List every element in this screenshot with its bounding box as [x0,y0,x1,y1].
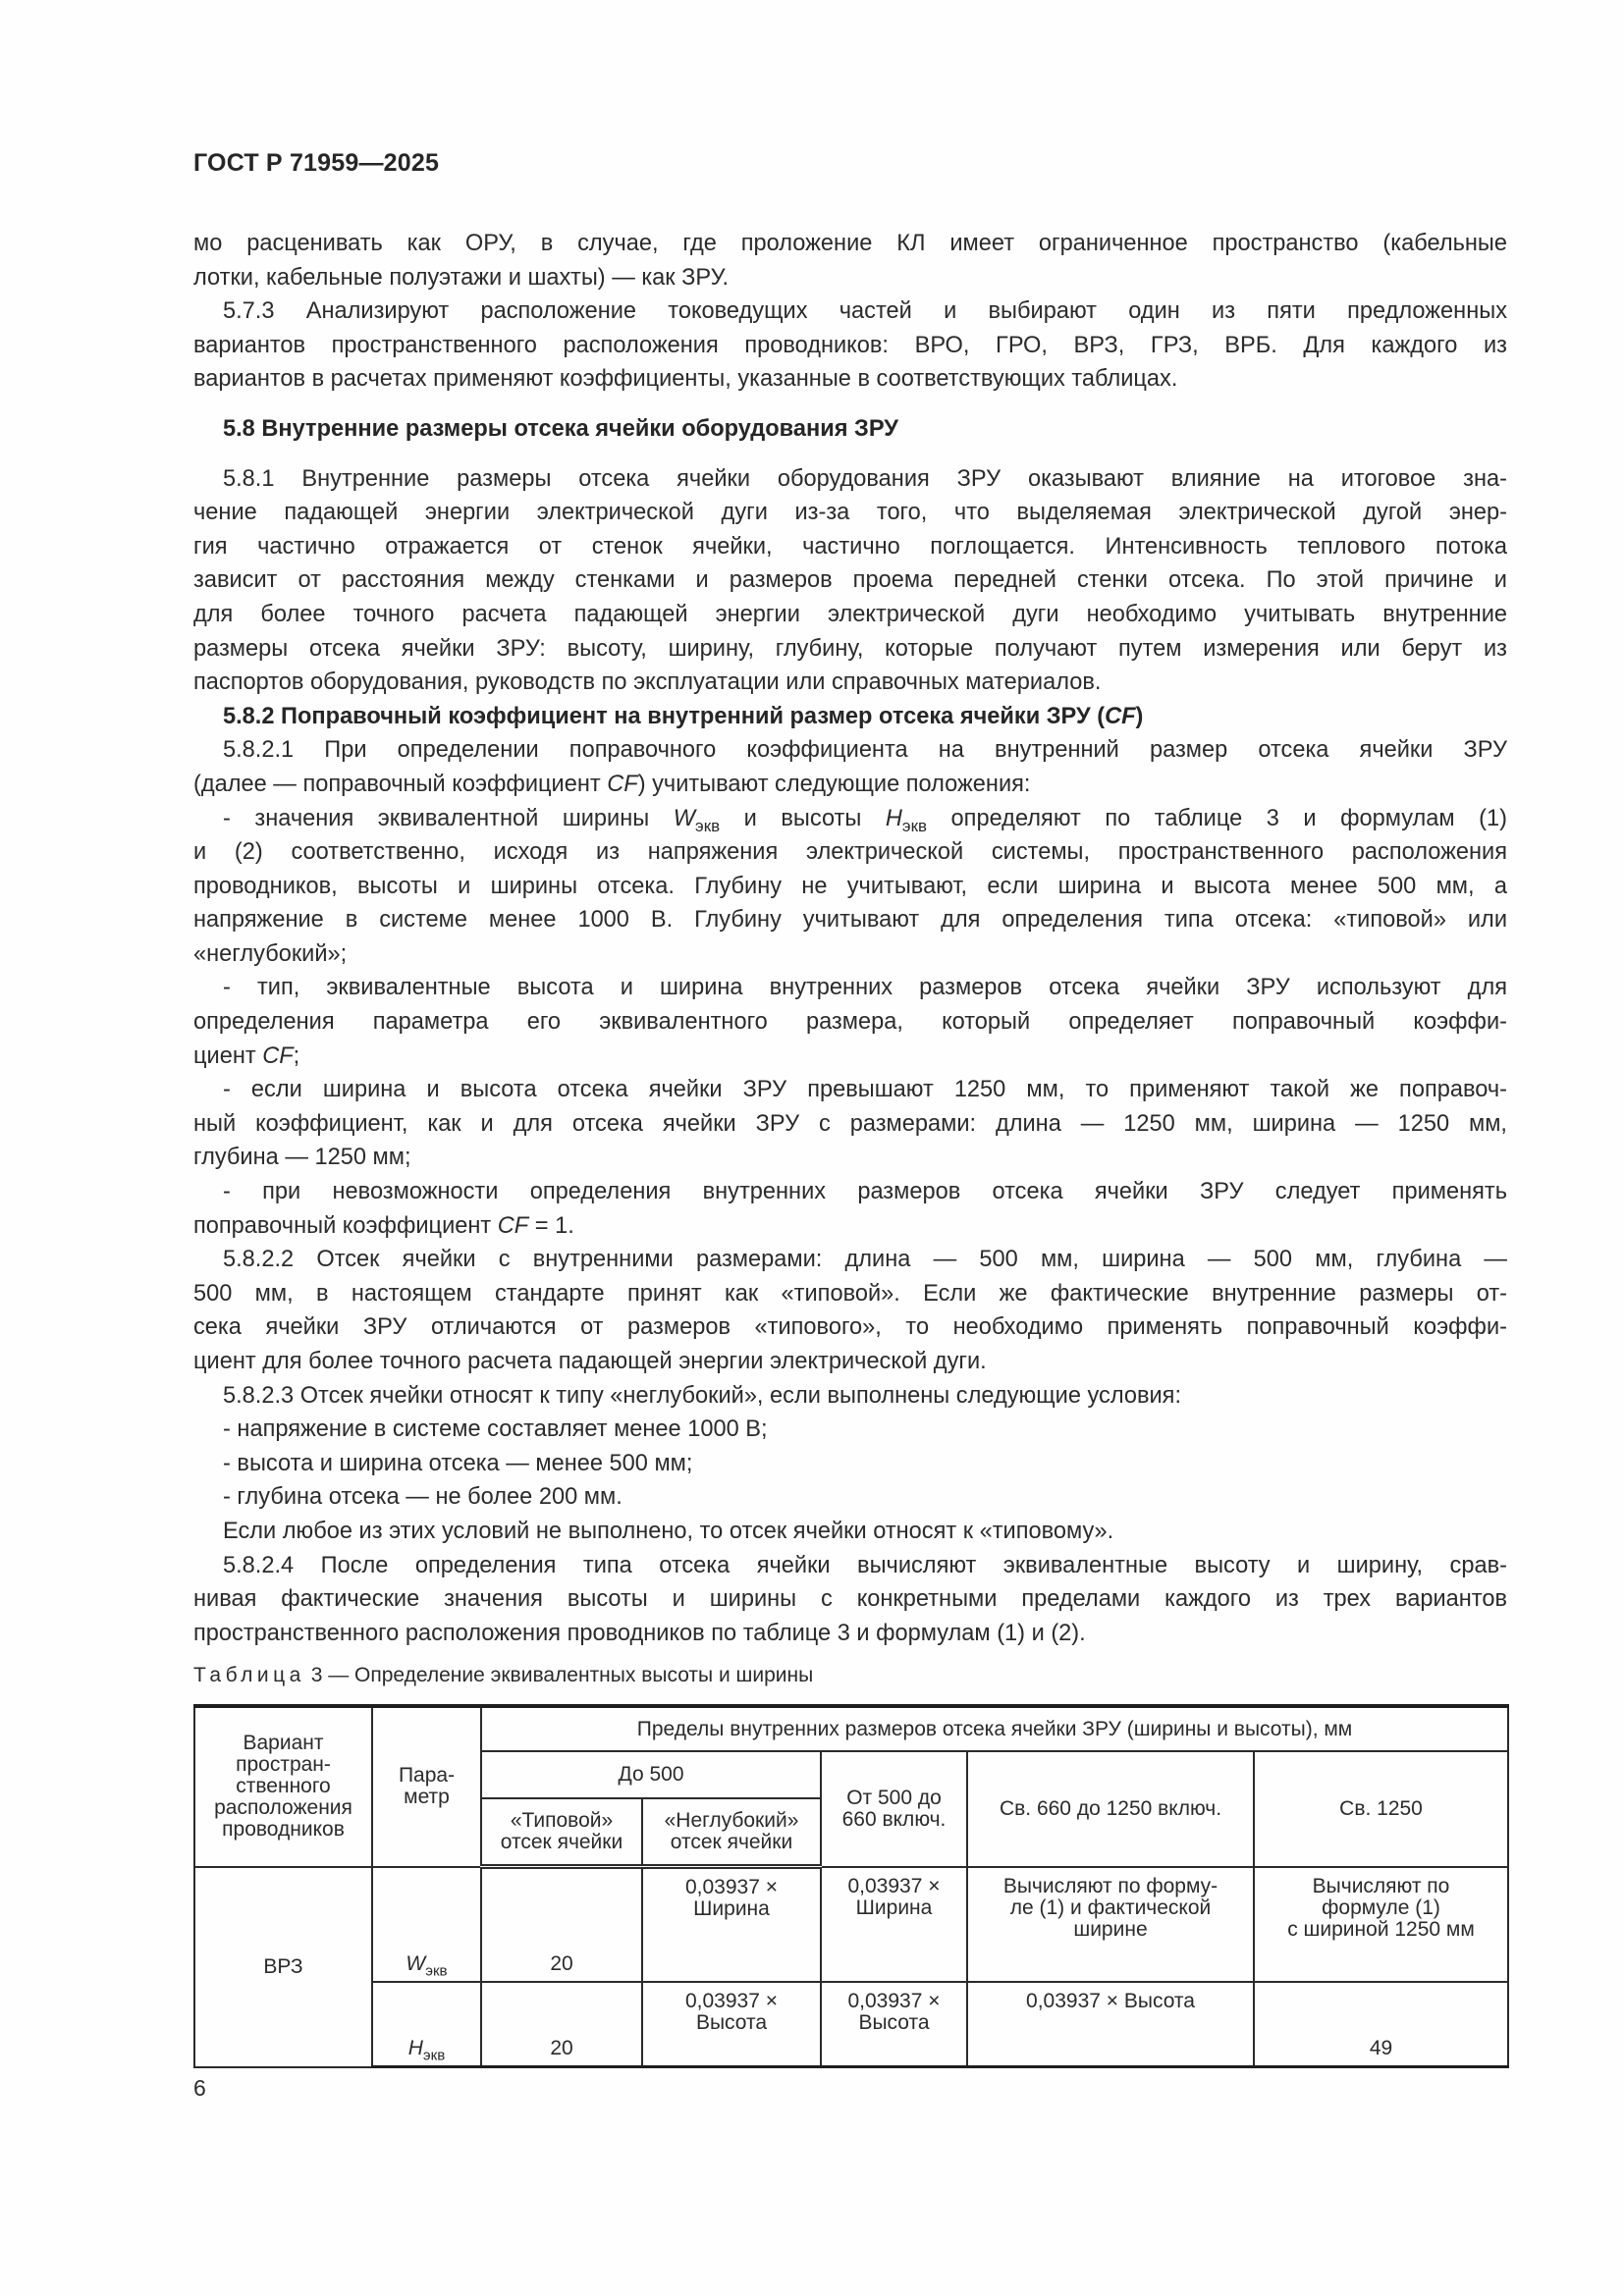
text-line [193,733,1507,768]
text-line [193,1515,1507,1549]
cell-line: простран- [236,1753,331,1777]
text-run: ; [293,1042,300,1069]
cell-line: Пара- [398,1764,456,1788]
text-line [193,412,1507,447]
text-run: 5.8 Внутренние размеры отсека ячейки оборудования ЗРУ [223,415,898,442]
table-row [194,1867,1508,1983]
cell-line: Вычисляют по [1312,1874,1450,1897]
cell-typical: 20 [481,1982,642,2067]
text-line [193,598,1507,632]
text-line [193,329,1507,363]
text-line [193,1209,1507,1244]
text-line [193,1582,1507,1617]
text-line [193,1549,1507,1583]
text-run: 500 мм, в настоящем стандарте принят как «типовой». Если же фактические внутренние размеры от- [193,1280,1507,1307]
paragraph [193,227,1507,294]
text-run: определения параметра его эквивалентного размера, который определяет поправочный коэффи- [193,1009,1507,1036]
text-run: = 1. [528,1212,574,1239]
text-run: - значения эквивалентной ширины [223,805,674,831]
text-line [193,1107,1507,1142]
cell-line: 49 [1369,2037,1393,2059]
text-run: вариантов в расчетах применяют коэффициенты, указанные в соответствующих таблицах. [193,366,1178,393]
text-run: мо расценивать как ОРУ, в случае, где проложение КЛ имеет ограниченное пространство (кабельные [193,231,1507,256]
paragraph [193,1243,1507,1378]
text-run: - тип, эквивалентные высота и ширина внутренних размеров отсека ячейки ЗРУ используют для [223,975,1507,1001]
text-line [193,294,1507,329]
cell-line: Вычисляют по форму- [1002,1874,1218,1897]
text-run: - высота и ширина отсека — менее 500 мм; [223,1450,693,1476]
cell-660-1250-text [972,1876,1249,1941]
subscript: экв [695,816,721,835]
cell-over-1250-text [1259,1876,1503,1941]
header-variant [194,1706,372,1867]
cell-over-1250 [1254,1867,1508,1983]
text-run: - при невозможности определения внутренних размеров отсека ячейки ЗРУ следует применять [223,1179,1507,1205]
text-run: 5.8.2.1 При определении поправочного коэффициента на внутренний размер отсека ячейки ЗРУ [223,737,1507,764]
text-run: Если любое из этих условий не выполнено, то отсек ячейки относят к «типовому». [223,1518,1114,1544]
text-line [193,462,1507,497]
paragraph [193,1175,1507,1243]
param-symbol: H [407,2037,423,2059]
cell-line: От 500 до [846,1786,942,1809]
text-run: паспортов оборудования, руководств по эксплуатации или справочных материалов. [193,669,1102,696]
text-run: циент [193,1042,263,1069]
paragraph [193,1447,1507,1481]
paragraph [193,1379,1507,1414]
cell-param [372,1867,481,1983]
text-run: для более точного расчета падающей энергии электрической дуги необходимо учитывать внутренние [193,601,1507,627]
cell-line: Вариант [243,1732,324,1755]
cell-line: 0,03937 × [847,1990,941,2012]
cell-shallow [642,1867,821,1983]
text-run: - глубина отсека — не более 200 мм. [223,1484,623,1511]
text-run: определяют по таблице 3 и формулам (1) [927,805,1507,831]
text-run: и высоты [720,805,886,831]
text-run: размеры отсека ячейки ЗРУ: высоту, ширину, глубину, которые получают путем измерения или берут из [193,635,1507,662]
header-variant-text [199,1733,367,1841]
text-run: «неглубокий»; [193,940,348,967]
text-line [193,362,1507,397]
text-run: нивая фактические значения высоты и ширины с конкретными пределами каждого из трех вариантов [193,1586,1507,1613]
cell-line: ширине [1073,1917,1148,1941]
text-line [193,768,1507,802]
text-line [193,496,1507,530]
cell-500-660 [821,1867,967,1983]
text-run: 5.8.1 Внутренние размеры отсека ячейки оборудования ЗРУ оказывают влияние на итоговое зна- [223,465,1507,492]
italic-symbol: CF [262,1042,294,1069]
header-660-1250: Св. 660 до 1250 включ. [967,1751,1254,1867]
header-up-to-500: До 500 [481,1751,821,1798]
paragraph [193,462,1507,700]
text-run: лотки, кабельные полуэтажи и шахты) — как ЗРУ. [193,264,730,291]
text-line [193,1175,1507,1209]
text-run: ) учитывают следующие положения: [637,771,1031,797]
cell-over-1250 [1254,1982,1508,2067]
text-line [193,1617,1507,1651]
cell-line: расположения [214,1796,352,1820]
cell-line: отсек ячейки [670,1831,793,1853]
text-run: поправочный коэффициент [193,1212,498,1239]
document-body [193,227,1507,1650]
table-caption-text: 3 — Определение эквивалентных высоты и ширины [310,1664,814,1686]
text-run: сека ячейки ЗРУ отличаются от размеров «типового», то необходимо применять поправочный коэффи- [193,1314,1507,1341]
text-line [193,1141,1507,1175]
text-line [193,1447,1507,1481]
param-symbol: W [406,1952,426,1975]
text-run: и (2) соответственно, исходя из напряжения электрической системы, пространственного расположения [193,839,1507,866]
italic-symbol: CF [1105,703,1136,729]
paragraph [193,1480,1507,1515]
table-row [194,1982,1508,2067]
text-line [193,1379,1507,1414]
text-line [193,1040,1507,1074]
cell-500-660-text [826,1876,962,1919]
text-line [193,1073,1507,1107]
table-3-equivalent-dimensions [193,1704,1509,2068]
section-heading [193,412,1507,447]
cell-500-660 [821,1982,967,2067]
cell-line: «Неглубокий» [664,1809,799,1832]
text-run: 5.8.2.3 Отсек ячейки относят к типу «неглубокий», если выполнены следующие условия: [223,1382,1182,1409]
text-run: (далее — поправочный коэффициент [193,771,608,797]
cell-line: 0,03937 × [847,1874,941,1897]
paragraph [193,971,1507,1073]
text-line [193,971,1507,1005]
header-500-660 [821,1751,967,1867]
text-line [193,802,1507,836]
cell-param [372,1982,481,2067]
cell-shallow-text [647,1991,816,2034]
cell-line: 0,03937 × [684,1876,778,1898]
text-line [193,835,1507,870]
cell-line: с шириной 1250 мм [1287,1917,1475,1941]
text-run: вариантов пространственного расположения проводников: ВРО, ГРО, ВРЗ, ГРЗ, ВРБ. Для каждого из [193,332,1507,358]
header-parameter [372,1706,481,1867]
text-line [193,632,1507,667]
header-parameter-text [377,1765,476,1808]
text-line [193,700,1507,734]
cell-line: отсек ячейки [500,1831,623,1853]
cell-line: метр [404,1786,450,1809]
text-run: циент для более точного расчета падающей энергии электрической дуги. [193,1349,987,1374]
cell-line: Высота [858,2011,930,2034]
cell-660-1250-text [972,1991,1249,2012]
cell-typical: 20 [481,1867,642,1983]
cell-line: Ширина [855,1896,933,1919]
italic-symbol: CF [497,1212,529,1239]
text-line [193,227,1507,261]
paragraph [193,1515,1507,1549]
text-line [193,1277,1507,1311]
cell-line: 0,03937 × [684,1990,778,2012]
cell-line: «Типовой» [510,1809,614,1832]
text-line [193,870,1507,904]
text-line [193,1005,1507,1040]
text-line [193,1413,1507,1447]
table-caption-label: Таблица [193,1664,305,1686]
text-line [193,903,1507,937]
page-number: 6 [193,2075,206,2101]
cell-660-1250 [967,1982,1254,2067]
text-run: 5.8.2 Поправочный коэффициент на внутренний размер отсека ячейки ЗРУ ( [223,703,1106,729]
table-caption [193,1664,813,1687]
italic-symbol: W [673,805,696,831]
cell-over-1250-text [1259,2038,1503,2059]
text-line [193,1310,1507,1345]
text-line [193,937,1507,972]
text-run: - напряжение в системе составляет менее 1000 В; [223,1416,768,1443]
text-run: ный коэффициент, как и для отсека ячейки ЗРУ с размерами: длина — 1250 мм, ширина — 1250 мм, [193,1110,1507,1137]
param-subscript: экв [422,2047,446,2064]
header-shallow-cell [642,1798,821,1867]
text-line [193,563,1507,598]
cell-line: Ширина [693,1897,770,1920]
text-run: гия частично отражается от стенок ячейки, частично поглощается. Интенсивность теплового потока [193,533,1507,560]
header-typical-cell [481,1798,642,1867]
cell-variant: ВРЗ [194,1867,372,2067]
cell-line: ственного [236,1775,331,1798]
text-run: пространственного расположения проводников по таблице 3 и формулам (1) и (2). [193,1620,1086,1646]
text-line [193,261,1507,295]
italic-symbol: H [885,805,902,831]
text-line [193,1243,1507,1277]
paragraph [193,1073,1507,1175]
document-header-code: ГОСТ Р 71959—2025 [193,149,440,177]
paragraph [193,1413,1507,1447]
text-run: зависит от расстояния между стенками и размеров проема передней стенки отсека. По этой причине и [193,567,1507,594]
text-line [193,1480,1507,1515]
cell-line: формуле (1) [1322,1896,1440,1919]
italic-symbol: CF [607,771,638,797]
header-shallow-text [647,1810,816,1853]
param-subscript: экв [425,1962,448,1980]
text-line [193,666,1507,700]
paragraph [193,1549,1507,1651]
cell-line: ле (1) и фактической [1009,1896,1212,1919]
header-limits: Пределы внутренних размеров отсека ячейки ЗРУ (ширины и высоты), мм [481,1706,1508,1751]
cell-line: Высота [695,2011,768,2034]
cell-line: проводников [222,1818,345,1842]
text-run: 5.8.2.4 После определения типа отсека ячейки вычисляют эквивалентные высоту и ширину, срав- [223,1552,1507,1578]
cell-line: 0,03937 × Высота [1026,1990,1195,2012]
cell-line: 660 включ. [841,1807,947,1831]
text-line [193,1345,1507,1379]
section-heading [193,700,1507,734]
header-typical-text [486,1810,637,1853]
paragraph [193,294,1507,397]
text-run: - если ширина и высота отсека ячейки ЗРУ превышают 1250 мм, то применяют такой же поправоч- [223,1077,1507,1103]
paragraph [193,802,1507,972]
header-over-1250: Св. 1250 [1254,1751,1508,1867]
text-run: чение падающей энергии электрической дуги из-за того, что выделяемая электрической дугой энер- [193,500,1507,526]
cell-500-660-text [826,1991,962,2034]
subscript: экв [901,816,928,835]
text-line [193,530,1507,564]
text-run: напряжение в системе менее 1000 В. Глубину учитывают для определения типа отсека: «типовой» или [193,907,1507,934]
cell-660-1250 [967,1867,1254,1983]
text-run: проводников, высоты и ширины отсека. Глубину не учитывают, если ширина и высота менее 500 мм, а [193,873,1507,899]
cell-shallow [642,1982,821,2067]
text-run: 5.8.2.2 Отсек ячейки с внутренними размерами: длина — 500 мм, ширина — 500 мм, глубина — [223,1247,1507,1273]
text-run: глубина — 1250 мм; [193,1145,411,1171]
text-run: 5.7.3 Анализируют расположение токоведущих частей и выбирают один из пяти предложенных [223,298,1507,325]
paragraph [193,733,1507,801]
text-run: ) [1135,703,1144,729]
cell-shallow-text [647,1877,816,1920]
header-500-660-text [826,1788,962,1831]
